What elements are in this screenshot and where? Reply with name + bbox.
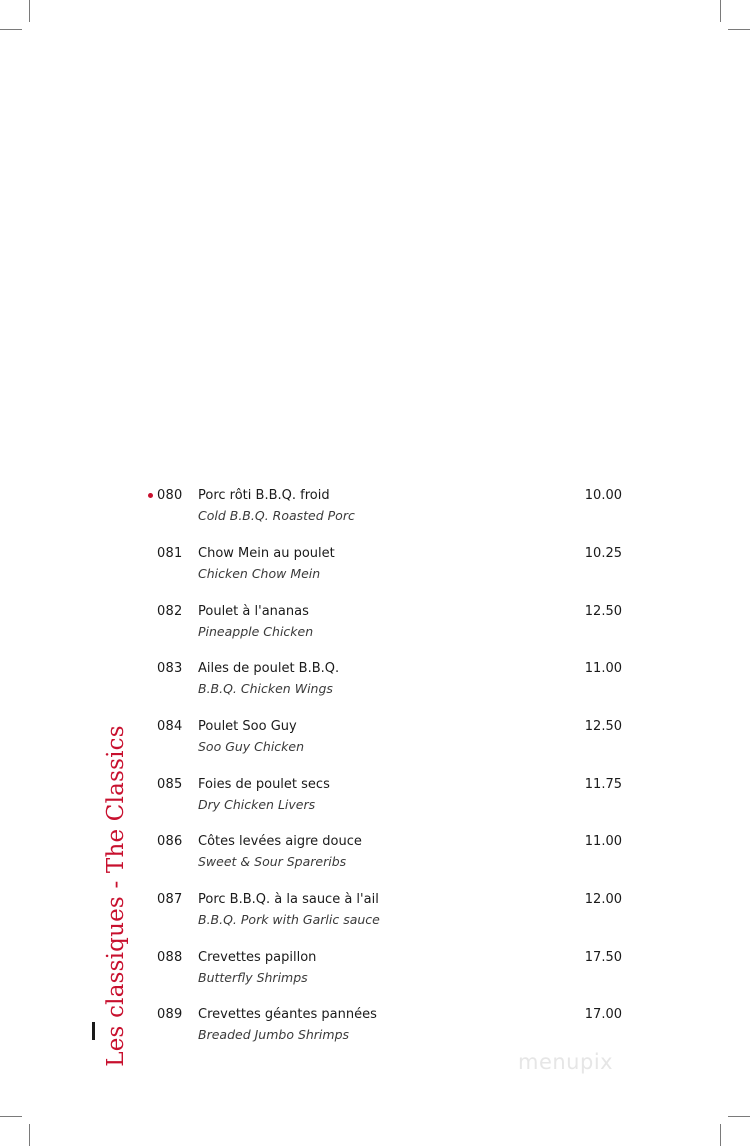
item-price: 10.00 xyxy=(584,488,622,503)
item-name-fr: Poulet à l'ananas xyxy=(198,604,309,619)
item-number: 086 xyxy=(157,834,183,849)
item-number: 088 xyxy=(157,950,183,965)
menu-item xyxy=(0,659,750,705)
crop-mark xyxy=(728,1116,750,1117)
item-name-en: Cold B.B.Q. Roasted Porc xyxy=(198,508,355,523)
item-price: 17.00 xyxy=(584,1007,622,1022)
item-name-fr: Porc B.B.Q. à la sauce à l'ail xyxy=(198,892,379,907)
crop-mark xyxy=(0,29,22,30)
item-name-en: Breaded Jumbo Shrimps xyxy=(198,1027,350,1042)
item-number: 082 xyxy=(157,604,183,619)
item-number: 081 xyxy=(157,546,183,561)
menu-item xyxy=(0,544,750,590)
item-price: 11.00 xyxy=(584,661,622,676)
item-price: 12.00 xyxy=(584,892,622,907)
item-name-en: Soo Guy Chicken xyxy=(198,739,305,754)
crop-mark xyxy=(29,0,30,22)
menu-item xyxy=(0,948,750,994)
item-price: 11.75 xyxy=(584,777,622,792)
item-name-en: Dry Chicken Livers xyxy=(198,797,316,812)
menu-item xyxy=(0,486,750,532)
item-price: 11.00 xyxy=(584,834,622,849)
menu-item xyxy=(0,1005,750,1051)
item-name-fr: Porc rôti B.B.Q. froid xyxy=(198,488,330,503)
watermark-logo: menupix xyxy=(518,1050,614,1074)
crop-mark xyxy=(0,1116,22,1117)
crop-mark xyxy=(720,1124,721,1146)
item-name-fr: Poulet Soo Guy xyxy=(198,719,297,734)
item-name-en: B.B.Q. Chicken Wings xyxy=(198,681,333,696)
item-price: 12.50 xyxy=(584,604,622,619)
item-number: 085 xyxy=(157,777,183,792)
item-number: 089 xyxy=(157,1007,183,1022)
item-name-fr: Côtes levées aigre douce xyxy=(198,834,362,849)
crop-mark xyxy=(728,29,750,30)
item-name-en: B.B.Q. Pork with Garlic sauce xyxy=(198,912,380,927)
item-price: 12.50 xyxy=(584,719,622,734)
item-name-en: Butterfly Shrimps xyxy=(198,970,308,985)
section-title: Les classiques - The Classics xyxy=(103,725,129,1067)
crop-mark xyxy=(720,0,721,22)
item-name-fr: Crevettes papillon xyxy=(198,950,317,965)
bullet-icon xyxy=(148,493,153,498)
item-name-en: Sweet & Sour Spareribs xyxy=(198,854,347,869)
menu-item xyxy=(0,717,750,763)
item-name-fr: Crevettes géantes pannées xyxy=(198,1007,377,1022)
item-number: 080 xyxy=(157,488,183,503)
item-name-fr: Ailes de poulet B.B.Q. xyxy=(198,661,340,676)
menu-item xyxy=(0,832,750,878)
item-number: 084 xyxy=(157,719,183,734)
menu-item xyxy=(0,775,750,821)
item-price: 10.25 xyxy=(584,546,622,561)
menu-item xyxy=(0,602,750,648)
menu-item xyxy=(0,890,750,936)
item-number: 087 xyxy=(157,892,183,907)
item-name-fr: Chow Mein au poulet xyxy=(198,546,335,561)
item-name-fr: Foies de poulet secs xyxy=(198,777,330,792)
item-name-en: Chicken Chow Mein xyxy=(198,566,321,581)
item-name-en: Pineapple Chicken xyxy=(198,624,314,639)
item-price: 17.50 xyxy=(584,950,622,965)
item-number: 083 xyxy=(157,661,183,676)
crop-mark xyxy=(29,1124,30,1146)
